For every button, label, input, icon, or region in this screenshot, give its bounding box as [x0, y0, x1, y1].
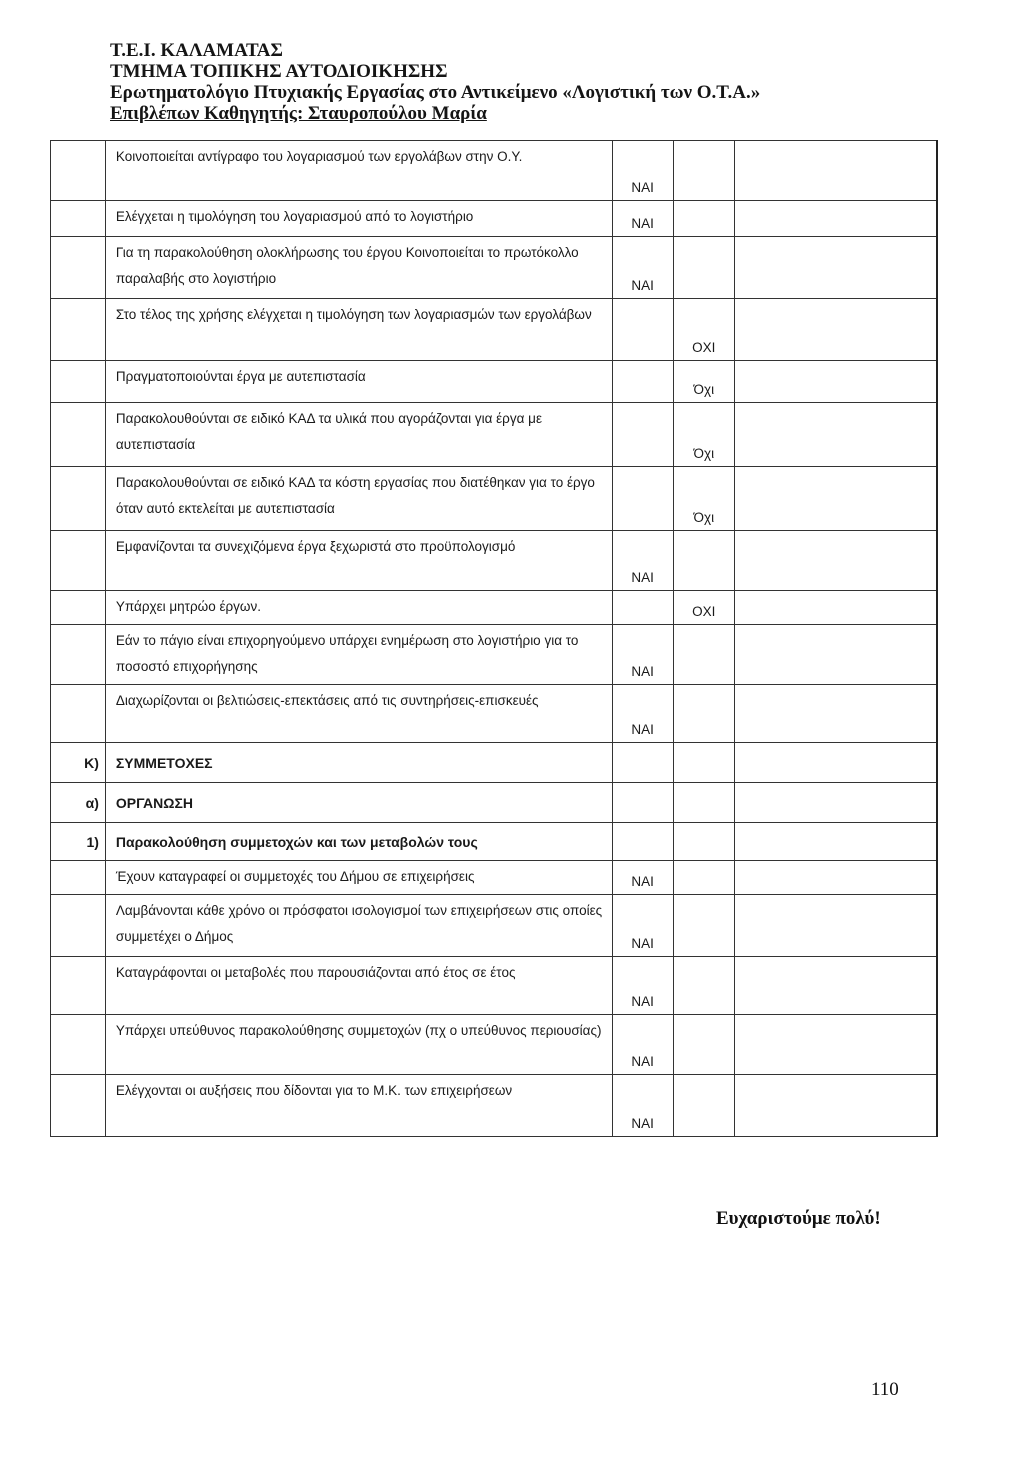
answer-no	[673, 957, 734, 1015]
table-row	[51, 299, 938, 361]
answer-yes: ΝΑΙ	[612, 957, 673, 1015]
question-text: Υπάρχει υπεύθυνος παρακολούθησης συμμετοχών (πχ ο υπεύθυνος περιουσίας)	[105, 1015, 612, 1075]
answer-no: Όχι	[673, 467, 734, 531]
table-row	[51, 403, 938, 467]
answer-no	[673, 237, 734, 299]
questionnaire-table	[50, 140, 938, 1137]
answer-yes: ΝΑΙ	[612, 1015, 673, 1075]
table-row	[51, 1015, 938, 1075]
answer-yes: ΝΑΙ	[612, 201, 673, 237]
table-row	[51, 957, 938, 1015]
section-row	[51, 743, 938, 783]
question-text: Εάν το πάγιο είναι επιχορηγούμενο υπάρχει ενημέρωση στο λογιστήριο για το ποσοστό επιχορήγησης	[105, 625, 612, 685]
section-row	[51, 823, 938, 861]
question-text: Υπάρχει μητρώο έργων.	[105, 591, 612, 625]
table-row	[51, 1075, 938, 1137]
answer-yes: ΝΑΙ	[612, 895, 673, 957]
question-text: Καταγράφονται οι μεταβολές που παρουσιάζονται από έτος σε έτος	[105, 957, 612, 1015]
answer-yes: ΝΑΙ	[612, 625, 673, 685]
question-text: Εμφανίζονται τα συνεχιζόμενα έργα ξεχωριστά στο προϋπολογισμό	[105, 531, 612, 591]
answer-no	[673, 1075, 734, 1137]
answer-no	[673, 531, 734, 591]
section-label: α)	[51, 783, 106, 823]
institution-name: Τ.Ε.Ι. ΚΑΛΑΜΑΤΑΣ	[110, 40, 283, 61]
table-row	[51, 895, 938, 957]
page-number: 110	[871, 1379, 899, 1400]
table-row	[51, 625, 938, 685]
answer-yes: ΝΑΙ	[612, 685, 673, 743]
answer-no	[673, 201, 734, 237]
answer-no	[673, 625, 734, 685]
question-text: Έχουν καταγραφεί οι συμμετοχές του Δήμου σε επιχειρήσεις	[105, 861, 612, 895]
answer-no	[673, 895, 734, 957]
answer-yes	[612, 467, 673, 531]
answer-yes: ΝΑΙ	[612, 1075, 673, 1137]
table-row	[51, 467, 938, 531]
table-row	[51, 201, 938, 237]
answer-yes	[612, 299, 673, 361]
table-row	[51, 237, 938, 299]
department-name: ΤΜΗΜΑ ΤΟΠΙΚΗΣ ΑΥΤΟΔΙΟΙΚΗΣΗΣ	[110, 61, 448, 82]
table-row	[51, 531, 938, 591]
answer-yes	[612, 361, 673, 403]
question-text: Στο τέλος της χρήσης ελέγχεται η τιμολόγηση των λογαριασμών των εργολάβων	[105, 299, 612, 361]
section-title: ΣΥΜΜΕΤΟΧΕΣ	[105, 743, 612, 783]
questionnaire-title: Ερωτηματολόγιο Πτυχιακής Εργασίας στο Αντικείμενο «Λογιστική των Ο.Τ.Α.»	[110, 82, 761, 103]
notes-cell	[734, 141, 937, 201]
answer-no: ΟΧΙ	[673, 591, 734, 625]
answer-yes: ΝΑΙ	[612, 861, 673, 895]
section-label: Κ)	[51, 743, 106, 783]
answer-yes: ΝΑΙ	[612, 531, 673, 591]
question-text: Πραγματοποιούνται έργα με αυτεπιστασία	[105, 361, 612, 403]
supervisor-line: Επιβλέπων Καθηγητής: Σταυροπούλου Μαρία	[110, 103, 487, 124]
answer-no	[673, 141, 734, 201]
answer-yes: ΝΑΙ	[612, 141, 673, 201]
answer-yes	[612, 591, 673, 625]
question-text: Κοινοποιείται αντίγραφο του λογαριασμού των εργολάβων στην Ο.Υ.	[105, 141, 612, 201]
table-row	[51, 141, 938, 201]
section-title: Παρακολούθηση συμμετοχών και των μεταβολών τους	[105, 823, 612, 861]
question-text: Παρακολουθούνται σε ειδικό ΚΑΔ τα κόστη εργασίας που διατέθηκαν για το έργο όταν αυτό εκτελείται με αυτεπιστασία	[105, 467, 612, 531]
question-text: Διαχωρίζονται οι βελτιώσεις-επεκτάσεις από τις συντηρήσεις-επισκευές	[105, 685, 612, 743]
section-label: 1)	[51, 823, 106, 861]
answer-yes	[612, 403, 673, 467]
answer-no	[673, 1015, 734, 1075]
table-row	[51, 591, 938, 625]
question-text: Παρακολουθούνται σε ειδικό ΚΑΔ τα υλικά που αγοράζονται για έργα με αυτεπιστασία	[105, 403, 612, 467]
answer-no: ΟΧΙ	[673, 299, 734, 361]
section-title: ΟΡΓΑΝΩΣΗ	[105, 783, 612, 823]
question-text: Ελέγχονται οι αυξήσεις που δίδονται για το Μ.Κ. των επιχειρήσεων	[105, 1075, 612, 1137]
document-header	[110, 40, 760, 124]
question-text: Ελέγχεται η τιμολόγηση του λογαριασμού από το λογιστήριο	[105, 201, 612, 237]
section-row	[51, 783, 938, 823]
question-text: Για τη παρακολούθηση ολοκλήρωσης του έργου Κοινοποιείται το πρωτόκολλο παραλαβής στο λογιστήριο	[105, 237, 612, 299]
thank-you-note: Ευχαριστούμε πολύ!	[716, 1208, 881, 1229]
answer-yes: ΝΑΙ	[612, 237, 673, 299]
question-text: Λαμβάνονται κάθε χρόνο οι πρόσφατοι ισολογισμοί των επιχειρήσεων στις οποίες συμμετέχει ο Δήμος	[105, 895, 612, 957]
row-number	[51, 141, 106, 201]
answer-no	[673, 685, 734, 743]
table-row	[51, 361, 938, 403]
table-row	[51, 861, 938, 895]
answer-no	[673, 861, 734, 895]
answer-no: Όχι	[673, 361, 734, 403]
table-row	[51, 685, 938, 743]
answer-no: Όχι	[673, 403, 734, 467]
